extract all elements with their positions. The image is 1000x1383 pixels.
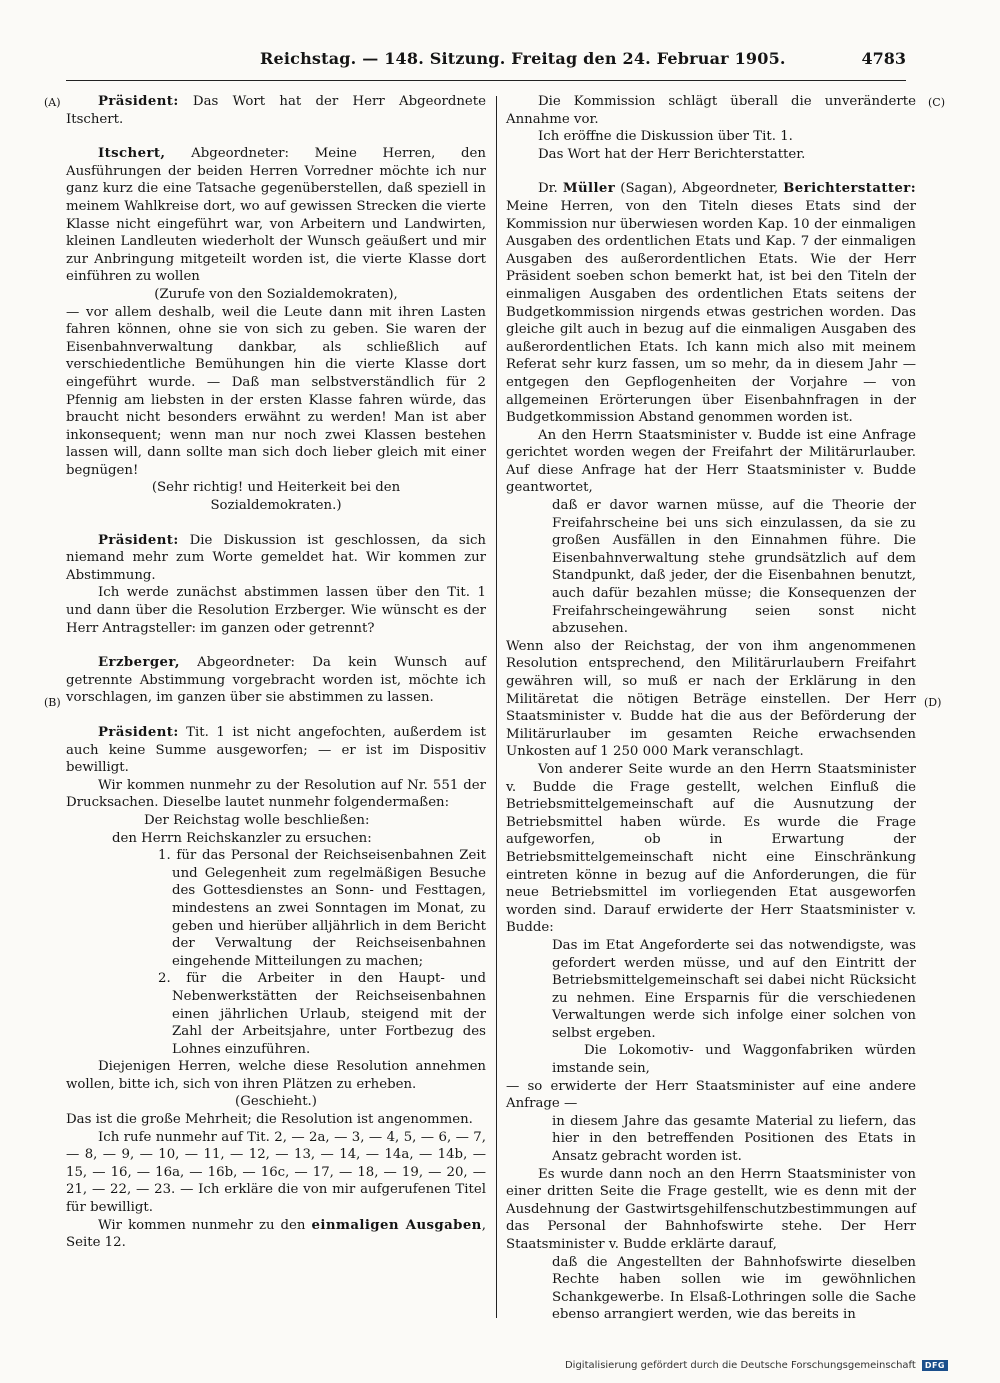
- paragraph: — so erwiderte der Herr Staatsminister auf eine andere Anfrage —: [506, 1078, 916, 1112]
- text-span: (Sagan), Abgeordneter,: [615, 181, 784, 197]
- quotation: Die Lokomotiv- und Waggonfabriken würden imstande sein,: [552, 1043, 916, 1077]
- quotation: daß die Angestellten der Bahnhofswirte dieselben Rechte haben sollen wie im gewöhnlichen Schankgewerbe. In Elsaß-Lothringen solle die Sache ebenso arrangiert werden, wie das bereits in: [552, 1254, 916, 1323]
- paragraph: [66, 93, 486, 128]
- paragraph: Ich werde zunächst abstimmen lassen über den Tit. 1 und dann über die Resolution Erzberger. Wie wünscht es der Herr Antragsteller: im ganzen oder getrennt?: [66, 585, 486, 636]
- paragraph: [66, 724, 486, 777]
- paragraph: Wir kommen nunmehr zu der Resolution auf Nr. 551 der Drucksachen. Dieselbe lautet nunmehr folgendermaßen:: [66, 777, 486, 811]
- paragraph: Es wurde dann noch an den Herrn Staatsminister von einer dritten Seite die Frage gestellt, wie es denn mit der Ausdehnung der Gastwirtsgehilfenschutzbestimmungen auf das Personal der Bahnhofswirte stehe. Der Herr Staatsminister v. Budde erklärte darauf,: [506, 1166, 916, 1252]
- text-span: Dr.: [538, 181, 563, 197]
- margin-mark-b: (B): [44, 696, 61, 709]
- paragraph: Wenn also der Reichstag, der von ihm angenommenen Resolution entsprechend, den Militärurlaubern Freifahrt gewähren will, so muß er nach der Erklärung in den Militäretat die nötigen Beträge einstellen. Der Herr Staatsminister v. Budde hat die aus der Beförderung der Militärurlauber im gesamten Reiche erwachsenden Unkosten auf 1 250 000 Mark veranschlagt.: [506, 638, 916, 760]
- speech-text: Meine Herren, von den Titeln dieses Etats sind der Kommission nur überwiesen worden Kap. 10 der einmaligen Ausgaben des ordentlichen Etats und Kap. 7 der einmaligen Ausgaben des außerordentlichen Etats. Wie der Herr Präsident soeben schon bemerkt hat, ist bei den Titeln der einmaligen Ausgaben des ordentlichen Etats seitens der Budgetkommission nirgends etwas gestrichen worden. Das gleiche gilt auch in bezug auf die einmaligen Ausgaben des außerordentlichen Etats. Ich kann mich also mit meinem Referat sehr kurz fassen, um so mehr, da in diesem Jahr — entgegen den Gepflogenheiten der Vorjahre — von allgemeinen Erörterungen über Eisenbahnfragen in der Budgetkommission Abstand genommen worden ist.: [506, 198, 916, 426]
- header-title: Reichstag. — 148. Sitzung. Freitag den 24. Februar 1905.: [260, 49, 786, 68]
- speaker-name: Itschert,: [98, 146, 166, 162]
- page-header: [50, 48, 906, 70]
- paragraph: [66, 532, 486, 585]
- text-span: Wir kommen nunmehr zu den: [98, 1217, 312, 1233]
- paragraph: Das Wort hat der Herr Berichterstatter.: [538, 146, 806, 162]
- margin-mark-c: (C): [928, 96, 945, 109]
- resolution-item: 2. für die Arbeiter in den Haupt- und Nebenwerkstätten der Reichseisenbahnen einen jährlichen Urlaub, steigend mit der Zahl der Arbeitsjahre, unter Fortbezug des Lohnes einzuführen.: [158, 971, 486, 1057]
- speaker-name: Präsident:: [98, 94, 179, 109]
- paragraph: Ich rufe nunmehr auf Tit. 2, — 2a, — 3, — 4, 5, — 6, — 7, — 8, — 9, — 10, — 11, — 12, — 13, — 14, — 14a, — 14b, — 15, — 16, — 16a, — 16b, — 16c, — 17, — 18, — 19, — 20, — 21, — 22, — 23. — Ich erkläre die von mir aufgerufenen Titel für bewilligt.: [66, 1129, 486, 1216]
- reaction: (Geschieht.): [235, 1094, 317, 1110]
- paragraph: [66, 1217, 486, 1252]
- resolution-item: 1. für das Personal der Reichseisenbahnen Zeit und Gelegenheit zum regelmäßigen Besuche des Gottesdienstes an Sonn- und Festtagen, mindestens an zwei Sonntagen im Monat, zu geben und hierüber alljährlich in dem Bericht der Verwaltung der Reichseisenbahnen eingehende Mitteilungen zu machen;: [158, 848, 486, 969]
- emphasized-text: einmaligen Ausgaben: [311, 1217, 482, 1233]
- margin-mark-a: (A): [44, 96, 61, 109]
- quotation: in diesem Jahre das gesamte Material zu liefern, das hier in den betreffenden Positionen des Etats in Ansatz gebracht worden ist.: [552, 1113, 916, 1165]
- footer-text: Digitalisierung gefördert durch die Deutsche Forschungsgemeinschaft: [564, 1360, 916, 1371]
- header-rule: [66, 80, 906, 81]
- paragraph: Das ist die große Mehrheit; die Resolution ist angenommen.: [66, 1112, 473, 1128]
- speaker-name: Präsident:: [98, 532, 179, 548]
- speech-text: Abgeordneter: Meine Herren, den Ausführungen der beiden Herren Vorredner möchte ich nur ganz kurz die eine Tatsache gegenüberstellen, daß speziell in meinem Wahlkreise dort, wo auf gewissen Strecken die vierte Klasse nicht eingeführt war, von Arbeitern und Landwirten, kleinen Landleuten wiederholt der Wunsch geäußert und mir zur Anbringung mitgeteilt worden ist, die vierte Klasse dort einführen zu wollen: [66, 146, 486, 285]
- paragraph: Diejenigen Herren, welche diese Resolution annehmen wollen, bitte ich, sich von ihren Plätzen zu erheben.: [66, 1059, 486, 1092]
- footer: [565, 1360, 948, 1371]
- speech-text: Tit. 1 ist nicht angefochten, außerdem ist auch keine Summe ausgeworfen; — er ist im Dispositiv bewilligt.: [66, 725, 486, 776]
- speaker-name: Erzberger,: [98, 655, 180, 671]
- text-span: , Seite 12.: [66, 1217, 486, 1251]
- right-column: [506, 93, 916, 1324]
- speech-text: Das Wort hat der Herr Abgeordnete Itschert.: [66, 94, 486, 127]
- page-number: 4783: [861, 49, 906, 68]
- paragraph: An den Herrn Staatsminister v. Budde ist eine Anfrage gerichtet worden wegen der Freifahrt der Militärurlauber. Auf diese Anfrage hat der Herr Staatsminister v. Budde geantwortet,: [506, 427, 916, 496]
- left-column: [66, 93, 486, 1252]
- paragraph: Ich eröffne die Diskussion über Tit. 1.: [538, 129, 793, 145]
- column-divider: [496, 96, 497, 1318]
- speaker-name: Präsident:: [98, 725, 179, 740]
- interjection: (Zurufe von den Sozialdemokraten),: [154, 286, 398, 302]
- paragraph: — vor allem deshalb, weil die Leute dann mit ihren Lasten fahren können, ohne sie von sich zu geben. Sie waren der Eisenbahnverwaltung dankbar, als schließlich auf verschiedentliche Bemühungen hin die vierte Klasse dort eingeführt wurde. — Daß man selbstverständlich für 2 Pfennig am liebsten in der ersten Klasse fahren würde, das braucht nicht besonders erwähnt zu werden! Man ist aber inkonsequent; wenn man nur noch zwei Klassen bestehen lassen will, dann sollte man sich doch lieber gleich mit einer begnügen!: [66, 304, 486, 478]
- speech-text: Abgeordneter: Da kein Wunsch auf getrennte Abstimmung vorgebracht worden ist, möchte ich vorschlagen, im ganzen über sie abstimmen zu lassen.: [66, 655, 486, 706]
- resolution-line: Der Reichstag wolle beschließen:: [144, 812, 370, 828]
- dfg-logo: DFG: [922, 1360, 948, 1371]
- reaction: (Sehr richtig! und Heiterkeit bei den Sozialdemokraten.): [151, 480, 401, 514]
- quotation: Das im Etat Angeforderte sei das notwendigste, was gefordert werden müsse, und auf den Eintritt der Betriebsmittelgemeinschaft sei dabei nicht Rücksicht zu nehmen. Eine Ersparnis für die verschiedenen Verwaltungen werde sich infolge einer solchen von selbst ergeben.: [552, 937, 916, 1041]
- speaker-name: Müller: [562, 181, 616, 197]
- paragraph: [506, 180, 916, 426]
- paragraph: Von anderer Seite wurde an den Herrn Staatsminister v. Budde die Frage gestellt, welchen Einfluß die Betriebsmittelgemeinschaft auf die Ausnutzung der Betriebsmittel haben würde. Es wurde die Frage aufgeworfen, ob in Erwartung der Betriebsmittelgemeinschaft nicht eine Einschränkung eintreten könne in bezug auf die Anforderungen, die für neue Betriebsmittel im vorliegenden Etat ausgeworfen worden sind. Darauf erwiderte der Herr Staatsminister v. Budde:: [506, 761, 916, 936]
- paragraph: [66, 145, 486, 286]
- quotation: daß er davor warnen müsse, auf die Theorie der Freifahrscheine bei uns sich einzulassen, da sie zu großen Ausfällen in den Einnahmen führe. Die Eisenbahnverwaltung stehe grundsätzlich auf dem Standpunkt, daß jeder, der die Eisenbahnen benutzt, auch dafür bezahlen müsse; die Konsequenzen der Freifahrscheingewährung seien sonst nicht abzusehen.: [552, 498, 916, 637]
- speaker-role: Berichterstatter:: [783, 181, 916, 197]
- margin-mark-d: (D): [924, 696, 942, 709]
- paragraph: Die Kommission schlägt überall die unveränderte Annahme vor.: [506, 94, 916, 127]
- paragraph: [66, 654, 486, 707]
- speech-text: Die Diskussion ist geschlossen, da sich niemand mehr zum Worte gemeldet hat. Wir kommen zur Abstimmung.: [66, 532, 486, 583]
- resolution-line: den Herrn Reichskanzler zu ersuchen:: [112, 830, 372, 846]
